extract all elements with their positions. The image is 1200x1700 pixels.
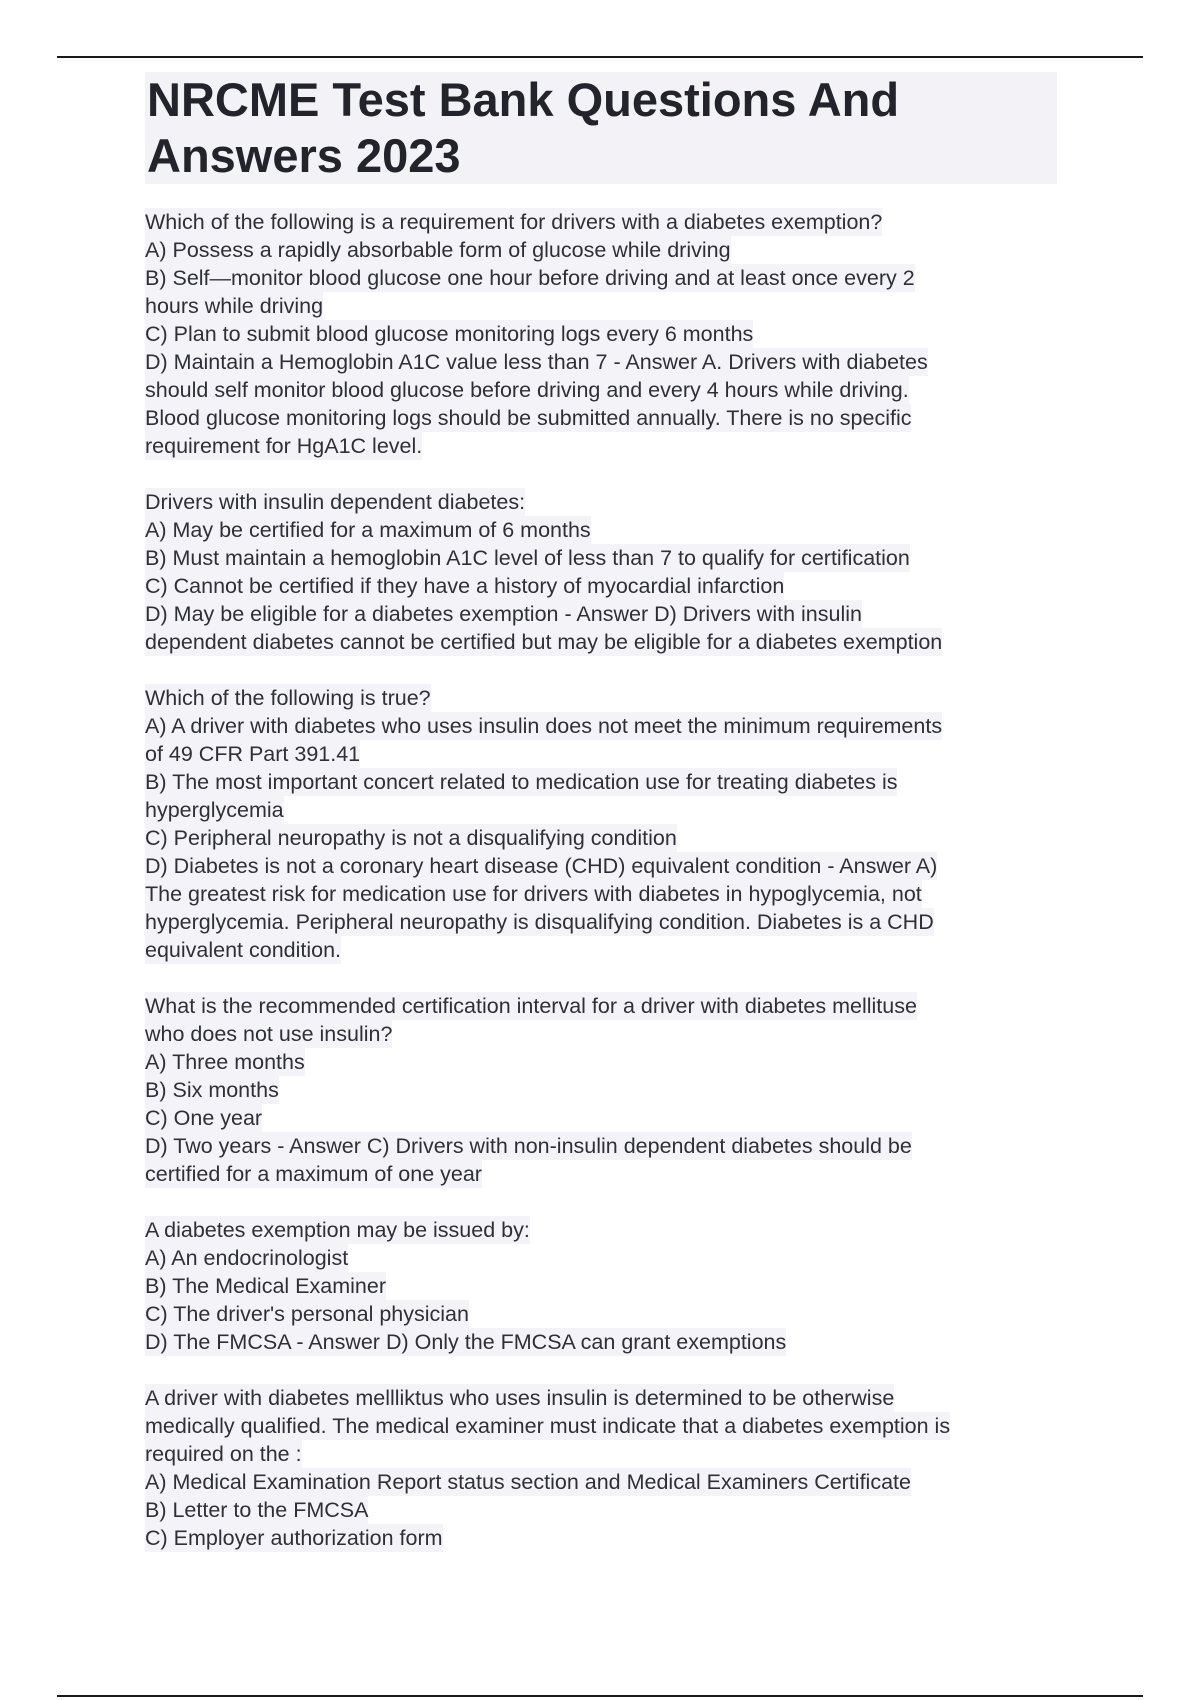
answer-option: C) The driver's personal physician (145, 1302, 469, 1326)
question-text: A driver with diabetes mellliktus who uses insulin is determined to be otherwise (145, 1386, 895, 1410)
question-text: who does not use insulin? (145, 1022, 393, 1046)
answer-explanation: dependent diabetes cannot be certified but may be eligible for a diabetes exemption (145, 630, 943, 654)
answer-explanation: D) Diabetes is not a coronary heart disease (CHD) equivalent condition - Answer A) (145, 854, 938, 878)
question-text: Which of the following is true? (145, 686, 431, 710)
question-block (145, 684, 1065, 964)
answer-option: A) Possess a rapidly absorbable form of glucose while driving (145, 238, 731, 262)
answer-option: B) Must maintain a hemoglobin A1C level of less than 7 to qualify for certification (145, 546, 910, 570)
question-block (145, 992, 1065, 1188)
answer-option: C) Employer authorization form (145, 1526, 443, 1550)
answer-option: C) Cannot be certified if they have a history of myocardial infarction (145, 574, 785, 598)
answer-explanation: hyperglycemia. Peripheral neuropathy is disqualifying condition. Diabetes is a CHD (145, 910, 934, 934)
question-list (145, 208, 1065, 1580)
answer-explanation: D) The FMCSA - Answer D) Only the FMCSA can grant exemptions (145, 1330, 787, 1354)
answer-option: B) Self—monitor blood glucose one hour before driving and at least once every 2 (145, 266, 915, 290)
question-block (145, 208, 1065, 460)
answer-explanation: D) May be eligible for a diabetes exemption - Answer D) Drivers with insulin (145, 602, 862, 626)
question-text: What is the recommended certification interval for a driver with diabetes mellituse (145, 994, 917, 1018)
answer-option: B) Six months (145, 1078, 279, 1102)
question-text: Drivers with insulin dependent diabetes: (145, 490, 526, 514)
answer-explanation: D) Maintain a Hemoglobin A1C value less than 7 - Answer A. Drivers with diabetes (145, 350, 928, 374)
title-line: Answers 2023 (147, 129, 461, 182)
answer-explanation: equivalent condition. (145, 938, 342, 962)
answer-option: B) The most important concert related to medication use for treating diabetes is (145, 770, 898, 794)
question-block (145, 488, 1065, 656)
answer-option: C) Peripheral neuropathy is not a disqualifying condition (145, 826, 677, 850)
answer-explanation: requirement for HgA1C level. (145, 434, 423, 458)
answer-explanation: should self monitor blood glucose before driving and every 4 hours while driving. (145, 378, 909, 402)
title-line: NRCME Test Bank Questions And (147, 73, 900, 126)
answer-option: hyperglycemia (145, 798, 284, 822)
answer-option: A) A driver with diabetes who uses insulin does not meet the minimum requirements (145, 714, 943, 738)
answer-option: B) The Medical Examiner (145, 1274, 386, 1298)
question-text: medically qualified. The medical examiner must indicate that a diabetes exemption is (145, 1414, 951, 1438)
question-text: A diabetes exemption may be issued by: (145, 1218, 530, 1242)
answer-option: A) Medical Examination Report status section and Medical Examiners Certificate (145, 1470, 911, 1494)
answer-option: hours while driving (145, 294, 324, 318)
question-block (145, 1384, 1065, 1552)
question-text: Which of the following is a requirement for drivers with a diabetes exemption? (145, 210, 883, 234)
question-block (145, 1216, 1065, 1356)
answer-option: C) One year (145, 1106, 263, 1130)
answer-option: B) Letter to the FMCSA (145, 1498, 369, 1522)
answer-explanation: Blood glucose monitoring logs should be submitted annually. There is no specific (145, 406, 912, 430)
answer-explanation: D) Two years - Answer C) Drivers with non-insulin dependent diabetes should be (145, 1134, 912, 1158)
page-title (145, 72, 1057, 184)
answer-option: A) Three months (145, 1050, 305, 1074)
answer-option: C) Plan to submit blood glucose monitoring logs every 6 months (145, 322, 754, 346)
top-divider (57, 56, 1143, 58)
answer-option: A) An endocrinologist (145, 1246, 349, 1270)
answer-explanation: certified for a maximum of one year (145, 1162, 482, 1186)
answer-option: of 49 CFR Part 391.41 (145, 742, 361, 766)
answer-explanation: The greatest risk for medication use for drivers with diabetes in hypoglycemia, not (145, 882, 922, 906)
question-text: required on the : (145, 1442, 302, 1466)
bottom-divider (57, 1695, 1143, 1697)
answer-option: A) May be certified for a maximum of 6 months (145, 518, 591, 542)
title-block (145, 72, 1057, 184)
